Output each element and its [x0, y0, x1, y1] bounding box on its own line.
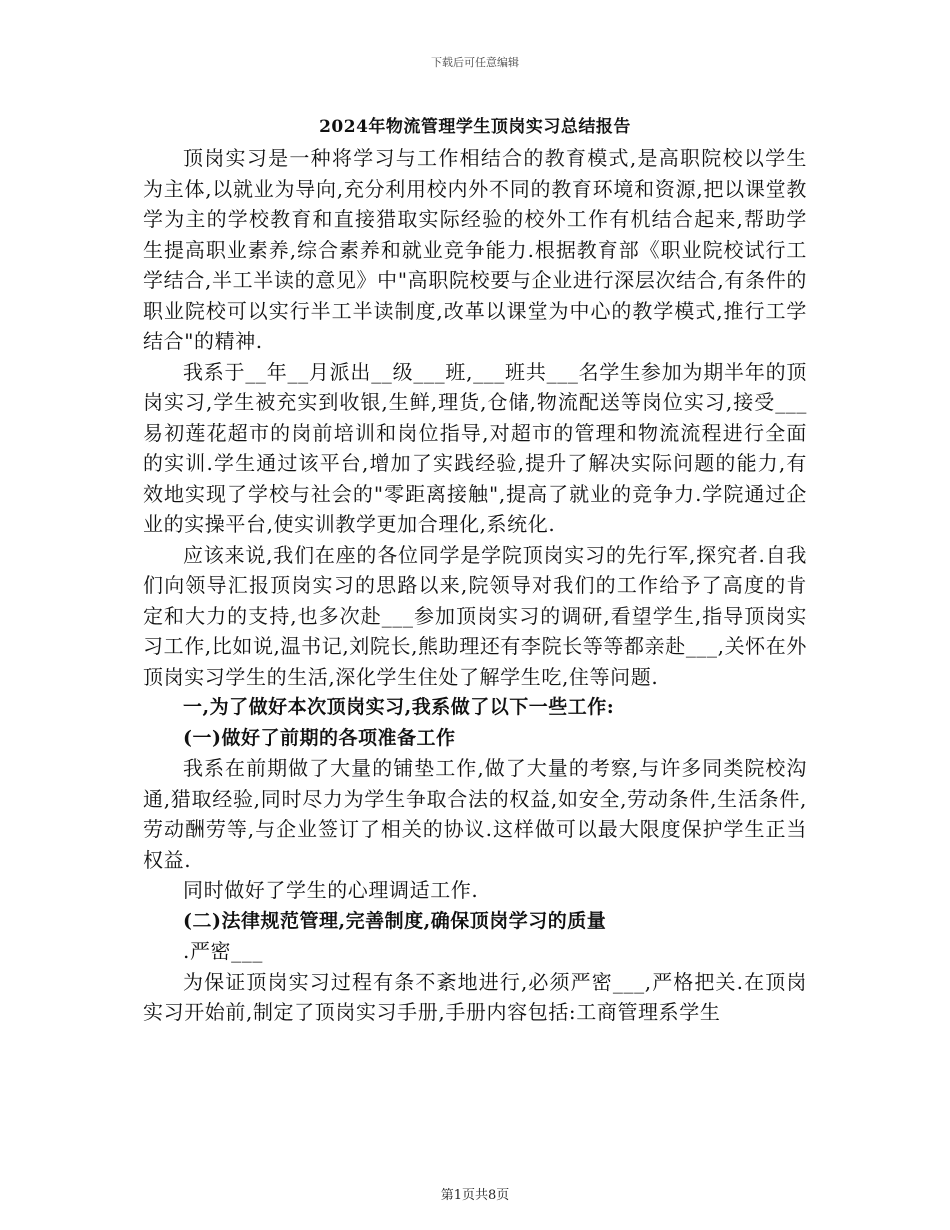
subsection-heading-1: (一)做好了前期的各项准备工作: [183, 726, 456, 749]
paragraph-strict-label: .严密___: [183, 939, 263, 963]
paragraph-intro: 顶岗实习是一种将学习与工作相结合的教育模式,是高职院校以学生为主体,以就业为导向,充分利用校内外不同的教育环境和资源,把以课堂教学为主的学校教育和直接猎取实际经验的校外工作有机结合起来,帮助学生提高职业素养,综合素养和就业竞争能力.根据教育部《职业院校试行工学结合,半工半读的意见》中"高职院校要与企业进行深层次结合,有条件的职业院校可以实行半工半读制度,改革以课堂为中心的教学模式,推行工学结合"的精神.: [143, 146, 807, 353]
paragraph-dispatch: 我系于__年__月派出__级___班,___班共___名学生参加为期半年的顶岗实习,学生被充实到收银,生鲜,理货,仓储,物流配送等岗位实习,接受___易初莲花超市的岗前培训和岗位指导,对超市的管理和物流流程进行全面的实训.学生通过该平台,增加了实践经验,提升了解决实际问题的能力,有效地实现了学校与社会的"零距离接触",提高了就业的竞争力.学院通过企业的实操平台,使实训教学更加合理化,系统化.: [143, 359, 808, 536]
subsection-heading-2: (二)法律规范管理,完善制度,确保顶岗学习的质量: [183, 909, 607, 932]
document-title: 2024年物流管理学生顶岗实习总结报告: [319, 117, 631, 137]
paragraph-handbook: 为保证顶岗实习过程有条不紊地进行,必须严密___,严格把关.在顶岗实习开始前,制定了顶岗实习手册,手册内容包括:工商管理系学生: [143, 969, 807, 1024]
document-body: [143, 143, 807, 1028]
paragraph-psychology: 同时做好了学生的心理调适工作.: [183, 878, 479, 902]
page-number-footer: 第1页共8页: [440, 1188, 510, 1203]
paragraph-leadership: 应该来说,我们在座的各位同学是学院顶岗实习的先行军,探究者.自我们向领导汇报顶岗实习的思路以来,院领导对我们的工作给予了高度的肯定和大力的支持,也多次赴___参加顶岗实习的调研,看望学生,指导顶岗实习工作,比如说,温书记,刘院长,熊助理还有李院长等等都亲赴___,关怀在外顶岗实习学生的生活,深化学生住处了解学生吃,住等问题.: [143, 542, 807, 689]
header-note: 下载后可任意编辑: [431, 56, 519, 69]
section-heading-1: 一,为了做好本次顶岗实习,我系做了以下一些工作:: [183, 696, 615, 718]
paragraph-preparation: 我系在前期做了大量的铺垫工作,做了大量的考察,与许多同类院校沟通,猎取经验,同时尽力为学生争取合法的权益,如安全,劳动条件,生活条件,劳动酬劳等,与企业签订了相关的协议.这样做可以最大限度保护学生正当权益.: [143, 756, 807, 872]
